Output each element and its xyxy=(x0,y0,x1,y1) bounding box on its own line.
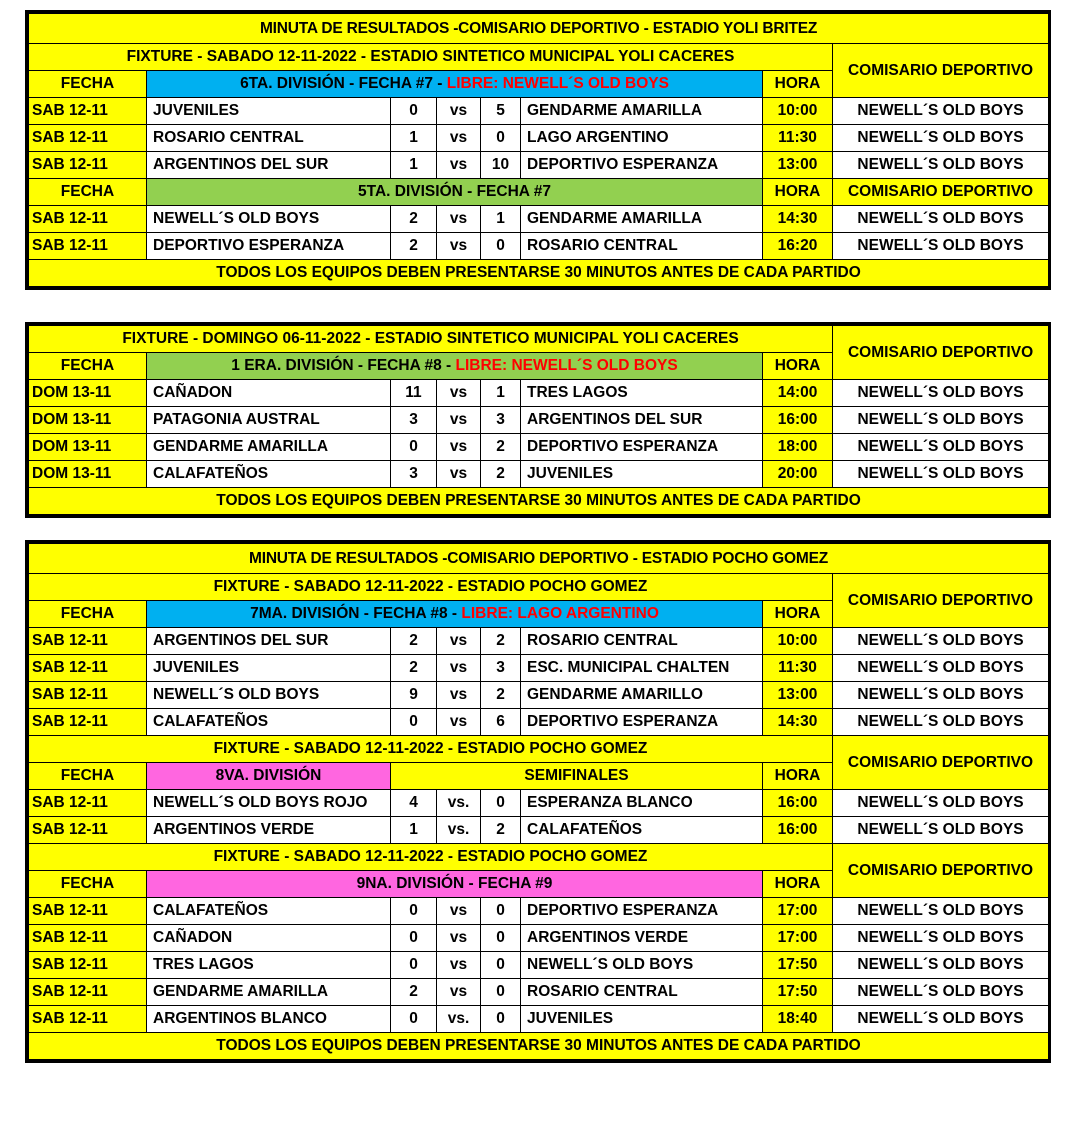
match-commissioner: NEWELL´S OLD BOYS xyxy=(833,98,1049,125)
away-team-name: JUVENILES xyxy=(521,1006,763,1033)
home-team-score: 4 xyxy=(391,790,437,817)
division-name: 8VA. DIVISIÓN xyxy=(215,767,322,785)
match-commissioner: NEWELL´S OLD BOYS xyxy=(833,461,1049,488)
away-team-name: ROSARIO CENTRAL xyxy=(521,628,763,655)
comisario-header-label: COMISARIO DEPORTIVO xyxy=(833,179,1049,206)
match-time: 16:00 xyxy=(763,790,833,817)
match-row xyxy=(29,98,1049,125)
match-commissioner: NEWELL´S OLD BOYS xyxy=(833,979,1049,1006)
match-commissioner: NEWELL´S OLD BOYS xyxy=(833,206,1049,233)
fixture-header-label: FIXTURE - SABADO 12-11-2022 - ESTADIO POCHO GOMEZ xyxy=(29,844,833,871)
match-row xyxy=(29,434,1049,461)
column-header-fecha: FECHA xyxy=(29,601,147,628)
away-team-score: 3 xyxy=(481,655,521,682)
footer-note: TODOS LOS EQUIPOS DEBEN PRESENTARSE 30 MINUTOS ANTES DE CADA PARTIDO xyxy=(29,260,1049,287)
away-team-score: 0 xyxy=(481,925,521,952)
away-team-name: GENDARME AMARILLA xyxy=(521,98,763,125)
division-libre: LIBRE: NEWELL´S OLD BOYS xyxy=(455,357,678,375)
match-time: 16:00 xyxy=(763,817,833,844)
division-name: 7MA. DIVISIÓN - FECHA #8 - xyxy=(250,605,462,623)
match-commissioner: NEWELL´S OLD BOYS xyxy=(833,655,1049,682)
column-header-hora: HORA xyxy=(763,71,833,98)
match-date: DOM 13-11 xyxy=(29,407,147,434)
column-header-hora: HORA xyxy=(763,601,833,628)
block-title-row xyxy=(29,14,1049,44)
away-team-score: 1 xyxy=(481,380,521,407)
match-date: SAB 12-11 xyxy=(29,233,147,260)
match-date: DOM 13-11 xyxy=(29,380,147,407)
home-team-score: 0 xyxy=(391,898,437,925)
match-time: 14:30 xyxy=(763,206,833,233)
footer-note: TODOS LOS EQUIPOS DEBEN PRESENTARSE 30 MINUTOS ANTES DE CADA PARTIDO xyxy=(29,1033,1049,1060)
match-row xyxy=(29,206,1049,233)
away-team-score: 0 xyxy=(481,979,521,1006)
home-team-name: CAÑADON xyxy=(147,925,391,952)
home-team-name: GENDARME AMARILLA xyxy=(147,979,391,1006)
fixture-header-row xyxy=(29,736,1049,763)
match-row xyxy=(29,817,1049,844)
match-time: 18:00 xyxy=(763,434,833,461)
match-time: 11:30 xyxy=(763,655,833,682)
match-time: 13:00 xyxy=(763,682,833,709)
away-team-score: 2 xyxy=(481,817,521,844)
home-team-score: 0 xyxy=(391,952,437,979)
away-team-name: DEPORTIVO ESPERANZA xyxy=(521,709,763,736)
away-team-name: DEPORTIVO ESPERANZA xyxy=(521,152,763,179)
away-team-name: ROSARIO CENTRAL xyxy=(521,233,763,260)
match-commissioner: NEWELL´S OLD BOYS xyxy=(833,925,1049,952)
match-row xyxy=(29,628,1049,655)
home-team-score: 0 xyxy=(391,1006,437,1033)
away-team-name: ARGENTINOS VERDE xyxy=(521,925,763,952)
home-team-name: TRES LAGOS xyxy=(147,952,391,979)
vs-separator: vs xyxy=(437,709,481,736)
home-team-name: ARGENTINOS BLANCO xyxy=(147,1006,391,1033)
division-label-cell xyxy=(147,763,391,790)
vs-separator: vs xyxy=(437,152,481,179)
column-header-fecha: FECHA xyxy=(29,71,147,98)
home-team-score: 2 xyxy=(391,628,437,655)
vs-separator: vs xyxy=(437,655,481,682)
vs-separator: vs xyxy=(437,952,481,979)
away-team-name: ROSARIO CENTRAL xyxy=(521,979,763,1006)
block-pocho-gomez xyxy=(25,540,1051,1063)
match-date: SAB 12-11 xyxy=(29,1006,147,1033)
division-label-cell xyxy=(147,71,763,98)
match-time: 14:00 xyxy=(763,380,833,407)
home-team-name: NEWELL´S OLD BOYS xyxy=(147,682,391,709)
away-team-score: 0 xyxy=(481,125,521,152)
match-date: SAB 12-11 xyxy=(29,979,147,1006)
footer-note-row xyxy=(29,260,1049,287)
block-yoli-britez xyxy=(25,10,1051,290)
match-time: 16:20 xyxy=(763,233,833,260)
away-team-score: 0 xyxy=(481,898,521,925)
home-team-score: 0 xyxy=(391,925,437,952)
away-team-score: 0 xyxy=(481,952,521,979)
home-team-score: 3 xyxy=(391,407,437,434)
column-header-fecha: FECHA xyxy=(29,763,147,790)
away-team-score: 2 xyxy=(481,628,521,655)
comisario-header-label: COMISARIO DEPORTIVO xyxy=(833,44,1049,98)
match-date: DOM 13-11 xyxy=(29,434,147,461)
match-commissioner: NEWELL´S OLD BOYS xyxy=(833,628,1049,655)
home-team-name: JUVENILES xyxy=(147,98,391,125)
home-team-score: 9 xyxy=(391,682,437,709)
footer-note-row xyxy=(29,1033,1049,1060)
match-date: SAB 12-11 xyxy=(29,682,147,709)
column-header-hora: HORA xyxy=(763,353,833,380)
division-label-cell xyxy=(147,601,763,628)
fixture-header-row xyxy=(29,844,1049,871)
vs-separator: vs xyxy=(437,98,481,125)
comisario-header-label: COMISARIO DEPORTIVO xyxy=(833,844,1049,898)
division-name: 9NA. DIVISIÓN - FECHA #9 xyxy=(356,875,553,893)
away-team-score: 2 xyxy=(481,682,521,709)
match-commissioner: NEWELL´S OLD BOYS xyxy=(833,709,1049,736)
away-team-score: 0 xyxy=(481,1006,521,1033)
away-team-name: ARGENTINOS DEL SUR xyxy=(521,407,763,434)
home-team-score: 0 xyxy=(391,98,437,125)
home-team-name: DEPORTIVO ESPERANZA xyxy=(147,233,391,260)
home-team-score: 1 xyxy=(391,817,437,844)
fixture-header-label: FIXTURE - SABADO 12-11-2022 - ESTADIO POCHO GOMEZ xyxy=(29,736,833,763)
away-team-score: 6 xyxy=(481,709,521,736)
vs-separator: vs xyxy=(437,206,481,233)
away-team-name: DEPORTIVO ESPERANZA xyxy=(521,898,763,925)
match-time: 17:00 xyxy=(763,898,833,925)
away-team-score: 0 xyxy=(481,233,521,260)
home-team-name: CALAFATEÑOS xyxy=(147,461,391,488)
fixture-header-row xyxy=(29,44,1049,71)
home-team-score: 11 xyxy=(391,380,437,407)
match-date: SAB 12-11 xyxy=(29,206,147,233)
match-date: SAB 12-11 xyxy=(29,925,147,952)
vs-separator: vs xyxy=(437,925,481,952)
division-label-cell xyxy=(147,871,763,898)
block-domingo xyxy=(25,322,1051,518)
home-team-name: ARGENTINOS DEL SUR xyxy=(147,152,391,179)
match-date: SAB 12-11 xyxy=(29,952,147,979)
fixture-header-label: FIXTURE - SABADO 12-11-2022 - ESTADIO POCHO GOMEZ xyxy=(29,574,833,601)
home-team-name: ROSARIO CENTRAL xyxy=(147,125,391,152)
match-row xyxy=(29,790,1049,817)
division-name: 6TA. DIVISIÓN - FECHA #7 - xyxy=(240,75,447,93)
division-libre: LIBRE: LAGO ARGENTINO xyxy=(461,605,659,623)
column-header-fecha: FECHA xyxy=(29,179,147,206)
match-date: SAB 12-11 xyxy=(29,655,147,682)
home-team-score: 3 xyxy=(391,461,437,488)
away-team-score: 2 xyxy=(481,461,521,488)
home-team-name: JUVENILES xyxy=(147,655,391,682)
away-team-name: CALAFATEÑOS xyxy=(521,817,763,844)
home-team-name: ARGENTINOS DEL SUR xyxy=(147,628,391,655)
column-header-hora: HORA xyxy=(763,179,833,206)
footer-note: TODOS LOS EQUIPOS DEBEN PRESENTARSE 30 MINUTOS ANTES DE CADA PARTIDO xyxy=(29,488,1049,515)
away-team-name: GENDARME AMARILLO xyxy=(521,682,763,709)
vs-separator: vs xyxy=(437,979,481,1006)
match-row xyxy=(29,952,1049,979)
vs-separator: vs xyxy=(437,407,481,434)
match-date: DOM 13-11 xyxy=(29,461,147,488)
away-team-score: 10 xyxy=(481,152,521,179)
away-team-score: 5 xyxy=(481,98,521,125)
fixture-header-row xyxy=(29,574,1049,601)
division-name: 1 ERA. DIVISIÓN - FECHA #8 - xyxy=(231,357,456,375)
match-row xyxy=(29,380,1049,407)
home-team-score: 1 xyxy=(391,125,437,152)
fixture-header-row xyxy=(29,326,1049,353)
home-team-name: CALAFATEÑOS xyxy=(147,709,391,736)
away-team-name: ESPERANZA BLANCO xyxy=(521,790,763,817)
vs-separator: vs xyxy=(437,628,481,655)
vs-separator: vs xyxy=(437,461,481,488)
match-row xyxy=(29,898,1049,925)
match-row xyxy=(29,655,1049,682)
home-team-name: ARGENTINOS VERDE xyxy=(147,817,391,844)
home-team-score: 0 xyxy=(391,434,437,461)
match-date: SAB 12-11 xyxy=(29,709,147,736)
match-commissioner: NEWELL´S OLD BOYS xyxy=(833,233,1049,260)
match-row xyxy=(29,125,1049,152)
match-commissioner: NEWELL´S OLD BOYS xyxy=(833,1006,1049,1033)
home-team-name: PATAGONIA AUSTRAL xyxy=(147,407,391,434)
fixture-header-label: FIXTURE - DOMINGO 06-11-2022 - ESTADIO SINTETICO MUNICIPAL YOLI CACERES xyxy=(29,326,833,353)
match-row xyxy=(29,1006,1049,1033)
match-date: SAB 12-11 xyxy=(29,817,147,844)
match-row xyxy=(29,407,1049,434)
match-time: 11:30 xyxy=(763,125,833,152)
away-team-score: 0 xyxy=(481,790,521,817)
column-header-fecha: FECHA xyxy=(29,353,147,380)
vs-separator: vs xyxy=(437,233,481,260)
match-date: SAB 12-11 xyxy=(29,628,147,655)
comisario-header-label: COMISARIO DEPORTIVO xyxy=(833,574,1049,628)
match-commissioner: NEWELL´S OLD BOYS xyxy=(833,125,1049,152)
away-team-score: 3 xyxy=(481,407,521,434)
away-team-name: GENDARME AMARILLA xyxy=(521,206,763,233)
match-commissioner: NEWELL´S OLD BOYS xyxy=(833,682,1049,709)
block-title: MINUTA DE RESULTADOS -COMISARIO DEPORTIVO - ESTADIO POCHO GOMEZ xyxy=(29,544,1049,574)
vs-separator: vs xyxy=(437,125,481,152)
away-team-name: NEWELL´S OLD BOYS xyxy=(521,952,763,979)
away-team-name: TRES LAGOS xyxy=(521,380,763,407)
match-commissioner: NEWELL´S OLD BOYS xyxy=(833,817,1049,844)
match-time: 10:00 xyxy=(763,628,833,655)
match-row xyxy=(29,152,1049,179)
match-date: SAB 12-11 xyxy=(29,898,147,925)
division-stage-label: SEMIFINALES xyxy=(391,763,763,790)
match-time: 17:50 xyxy=(763,979,833,1006)
block-title-row xyxy=(29,544,1049,574)
home-team-name: GENDARME AMARILLA xyxy=(147,434,391,461)
footer-note-row xyxy=(29,488,1049,515)
division-label-cell xyxy=(147,353,763,380)
match-date: SAB 12-11 xyxy=(29,790,147,817)
away-team-name: ESC. MUNICIPAL CHALTEN xyxy=(521,655,763,682)
match-time: 16:00 xyxy=(763,407,833,434)
home-team-score: 2 xyxy=(391,233,437,260)
home-team-score: 2 xyxy=(391,655,437,682)
home-team-score: 2 xyxy=(391,979,437,1006)
division-name: 5TA. DIVISIÓN - FECHA #7 xyxy=(358,183,551,201)
away-team-score: 2 xyxy=(481,434,521,461)
vs-separator: vs xyxy=(437,434,481,461)
away-team-name: LAGO ARGENTINO xyxy=(521,125,763,152)
home-team-name: CALAFATEÑOS xyxy=(147,898,391,925)
match-commissioner: NEWELL´S OLD BOYS xyxy=(833,790,1049,817)
comisario-header-label: COMISARIO DEPORTIVO xyxy=(833,326,1049,380)
home-team-name: NEWELL´S OLD BOYS ROJO xyxy=(147,790,391,817)
match-time: 18:40 xyxy=(763,1006,833,1033)
match-time: 17:50 xyxy=(763,952,833,979)
match-commissioner: NEWELL´S OLD BOYS xyxy=(833,407,1049,434)
home-team-score: 1 xyxy=(391,152,437,179)
match-row xyxy=(29,979,1049,1006)
vs-separator: vs xyxy=(437,898,481,925)
away-team-name: DEPORTIVO ESPERANZA xyxy=(521,434,763,461)
match-time: 20:00 xyxy=(763,461,833,488)
match-row xyxy=(29,682,1049,709)
match-date: SAB 12-11 xyxy=(29,98,147,125)
division-header-row xyxy=(29,179,1049,206)
column-header-hora: HORA xyxy=(763,763,833,790)
match-date: SAB 12-11 xyxy=(29,125,147,152)
home-team-name: CAÑADON xyxy=(147,380,391,407)
home-team-score: 0 xyxy=(391,709,437,736)
vs-separator: vs. xyxy=(437,790,481,817)
match-commissioner: NEWELL´S OLD BOYS xyxy=(833,952,1049,979)
match-row xyxy=(29,925,1049,952)
column-header-fecha: FECHA xyxy=(29,871,147,898)
vs-separator: vs. xyxy=(437,817,481,844)
match-commissioner: NEWELL´S OLD BOYS xyxy=(833,152,1049,179)
division-label-cell xyxy=(147,179,763,206)
fixture-header-label: FIXTURE - SABADO 12-11-2022 - ESTADIO SINTETICO MUNICIPAL YOLI CACERES xyxy=(29,44,833,71)
match-commissioner: NEWELL´S OLD BOYS xyxy=(833,380,1049,407)
vs-separator: vs xyxy=(437,682,481,709)
division-libre: LIBRE: NEWELL´S OLD BOYS xyxy=(446,75,669,93)
match-commissioner: NEWELL´S OLD BOYS xyxy=(833,434,1049,461)
vs-separator: vs. xyxy=(437,1006,481,1033)
comisario-header-label: COMISARIO DEPORTIVO xyxy=(833,736,1049,790)
vs-separator: vs xyxy=(437,380,481,407)
match-time: 13:00 xyxy=(763,152,833,179)
match-time: 10:00 xyxy=(763,98,833,125)
block-title: MINUTA DE RESULTADOS -COMISARIO DEPORTIVO - ESTADIO YOLI BRITEZ xyxy=(29,14,1049,44)
column-header-hora: HORA xyxy=(763,871,833,898)
away-team-score: 1 xyxy=(481,206,521,233)
match-row xyxy=(29,709,1049,736)
match-commissioner: NEWELL´S OLD BOYS xyxy=(833,898,1049,925)
home-team-name: NEWELL´S OLD BOYS xyxy=(147,206,391,233)
match-date: SAB 12-11 xyxy=(29,152,147,179)
home-team-score: 2 xyxy=(391,206,437,233)
away-team-name: JUVENILES xyxy=(521,461,763,488)
match-row xyxy=(29,233,1049,260)
match-time: 17:00 xyxy=(763,925,833,952)
match-row xyxy=(29,461,1049,488)
match-time: 14:30 xyxy=(763,709,833,736)
